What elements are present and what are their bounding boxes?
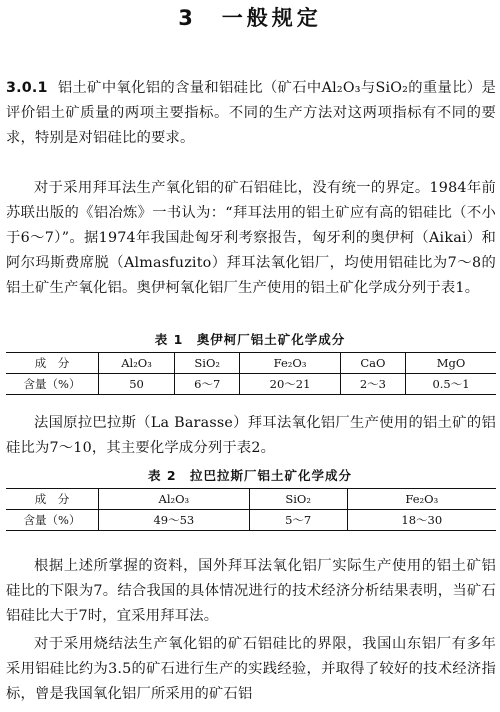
- table-cell: 6～7: [175, 374, 240, 395]
- table-header-cell: Fe₂O₃: [347, 489, 496, 510]
- paragraph-la-barasse: 法国原拉巴拉斯（La Barasse）拜耳法氧化铝厂生产使用的铝土矿的铝硅比为7～10，其主要化学成分列于表2。: [6, 415, 496, 456]
- paragraph-lower-limit: 根据上述所掌握的资料，国外拜耳法氧化铝厂实际生产使用的铝土矿铝硅比的下限为7。结合我国的具体情况进行的技术经济分析结果表明，当矿石铝硅比大于7时，宜采用拜耳法。: [6, 558, 496, 624]
- table-header-cell: MgO: [406, 353, 496, 374]
- table-2: [6, 488, 496, 531]
- table-header-cell: Fe₂O₃: [240, 353, 340, 374]
- table-cell: 0.5～1: [406, 374, 496, 395]
- table-row: [6, 353, 496, 374]
- table-cell: 20～21: [240, 374, 340, 395]
- table-cell: 含量（%）: [6, 374, 99, 395]
- clause-number: 3.0.1: [6, 80, 48, 96]
- table-header-cell: Al₂O₃: [99, 353, 175, 374]
- table-cell: 50: [99, 374, 175, 395]
- table-header-cell: Al₂O₃: [99, 489, 250, 510]
- table-cell: 18～30: [347, 510, 496, 531]
- paragraph-sintering: 对于采用烧结法生产氧化铝的矿石铝硅比的界限，我国山东铝厂有多年采用铝硅比约为3.5的矿石进行生产的实践经验，并取得了较好的技术经济指标，曾是我国氧化铝厂所采用的矿石铝: [6, 636, 496, 702]
- table-header-cell: CaO: [340, 353, 405, 374]
- table-row: [6, 489, 496, 510]
- table-header-cell: 成 分: [6, 353, 99, 374]
- table-header-cell: SiO₂: [249, 489, 347, 510]
- table-cell: 含量（%）: [6, 510, 99, 531]
- table-row: [6, 374, 496, 395]
- section-title: 3 一般规定: [178, 6, 322, 30]
- table-1-caption: 表 1 奥伊柯厂铝土矿化学成分: [154, 332, 346, 347]
- table-cell: 5～7: [249, 510, 347, 531]
- clause-text: 铝土矿中氧化铝的含量和铝硅比（矿石中Al₂O₃与SiO₂的重量比）是评价铝土矿质量的两项主要指标。不同的生产方法对这两项指标有不同的要求，特别是对铝硅比的要求。: [6, 80, 496, 146]
- clause-3-0-1: [6, 76, 496, 151]
- table-2-caption: 表 2 拉巴拉斯厂铝土矿化学成分: [147, 468, 353, 483]
- table-cell: 2～3: [340, 374, 405, 395]
- table-row: [6, 510, 496, 531]
- table-header-cell: 成 分: [6, 489, 99, 510]
- paragraph-bayer-ratio: 对于采用拜耳法生产氧化铝的矿石铝硅比，没有统一的界定。1984年前苏联出版的《铝冶炼》一书认为：“拜耳法用的铝土矿应有高的铝硅比（不小于6～7）”。据1974年我国赴匈牙利考察报告，匈牙利的奥伊柯（Aikai）和阿尔玛斯费席脱（Almasfuzito）拜耳法氧化铝厂，均使用铝硅比为7～8的铝土矿生产氧化铝。奥伊柯氧化铝厂生产使用的铝土矿化学成分列于表1。: [6, 180, 496, 296]
- table-1: [6, 352, 496, 395]
- table-header-cell: SiO₂: [175, 353, 240, 374]
- table-cell: 49～53: [99, 510, 250, 531]
